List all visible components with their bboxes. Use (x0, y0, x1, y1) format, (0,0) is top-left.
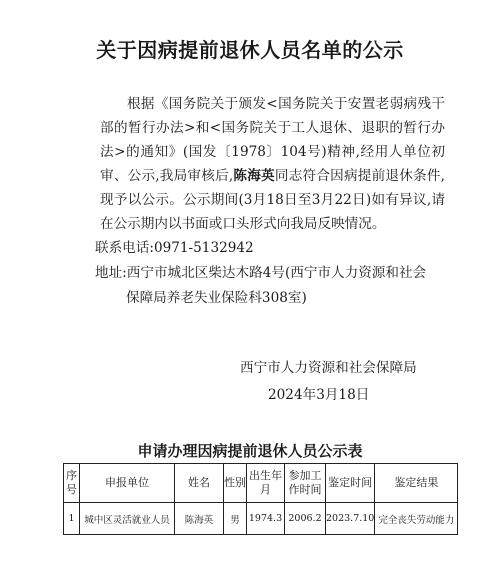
table-row (64, 503, 458, 535)
table-cell: 男 (224, 503, 247, 535)
header-cell: 姓名 (175, 464, 224, 503)
table-cell: 1974.3 (247, 503, 285, 535)
table-cell: 完全丧失劳动能力 (375, 503, 458, 535)
table-cell: 陈海英 (175, 503, 224, 535)
notice-paragraph (100, 92, 445, 236)
person-name: 陈海英 (233, 168, 275, 184)
header-cell: 性别 (224, 464, 247, 503)
header-cell: 鉴定时间 (326, 464, 375, 503)
header-cell: 参加工作时间 (285, 464, 326, 503)
header-cell: 申报单位 (80, 464, 175, 503)
paragraph-intro: 根据《国务院关于颁发<国务院关于安置老弱病残干部的暂行办法>和<国务院关于工人退休、退职的暂行办法>的通知》(国发〔1978〕104号)精神,经用人单位初审、公示,我局审核后, (100, 96, 445, 184)
signature-date: 2024年3月18日 (268, 387, 370, 403)
address-line-1: 地址:西宁市城北区柴达木路4号(西宁市人力资源和社会 (95, 265, 427, 281)
table-title: 申请办理因病提前退休人员公示表 (137, 442, 363, 460)
table-cell: 2006.2 (285, 503, 326, 535)
signature-organization: 西宁市人力资源和社会保障局 (240, 360, 417, 376)
announcement-table (63, 463, 458, 535)
header-cell: 出生年月 (247, 464, 285, 503)
header-cell: 鉴定结果 (375, 464, 458, 503)
table-header-row (64, 464, 458, 503)
address-line-2: 保障局养老失业保险科308室) (126, 290, 307, 306)
table-cell: 2023.7.10 (326, 503, 375, 535)
table-cell: 城中区灵活就业人员 (80, 503, 175, 535)
page-title: 关于因病提前退休人员名单的公示 (96, 38, 404, 62)
header-cell: 序号 (64, 464, 80, 503)
contact-phone: 联系电话:0971-5132942 (95, 240, 254, 256)
paragraph-rest: 同志符合因病提前退休条件,现予以公示。公示期间(3月18日至3月22日)如有异议,请在公示期内以书面或口头形式向我局反映情况。 (100, 168, 445, 232)
table-cell: 1 (64, 503, 80, 535)
